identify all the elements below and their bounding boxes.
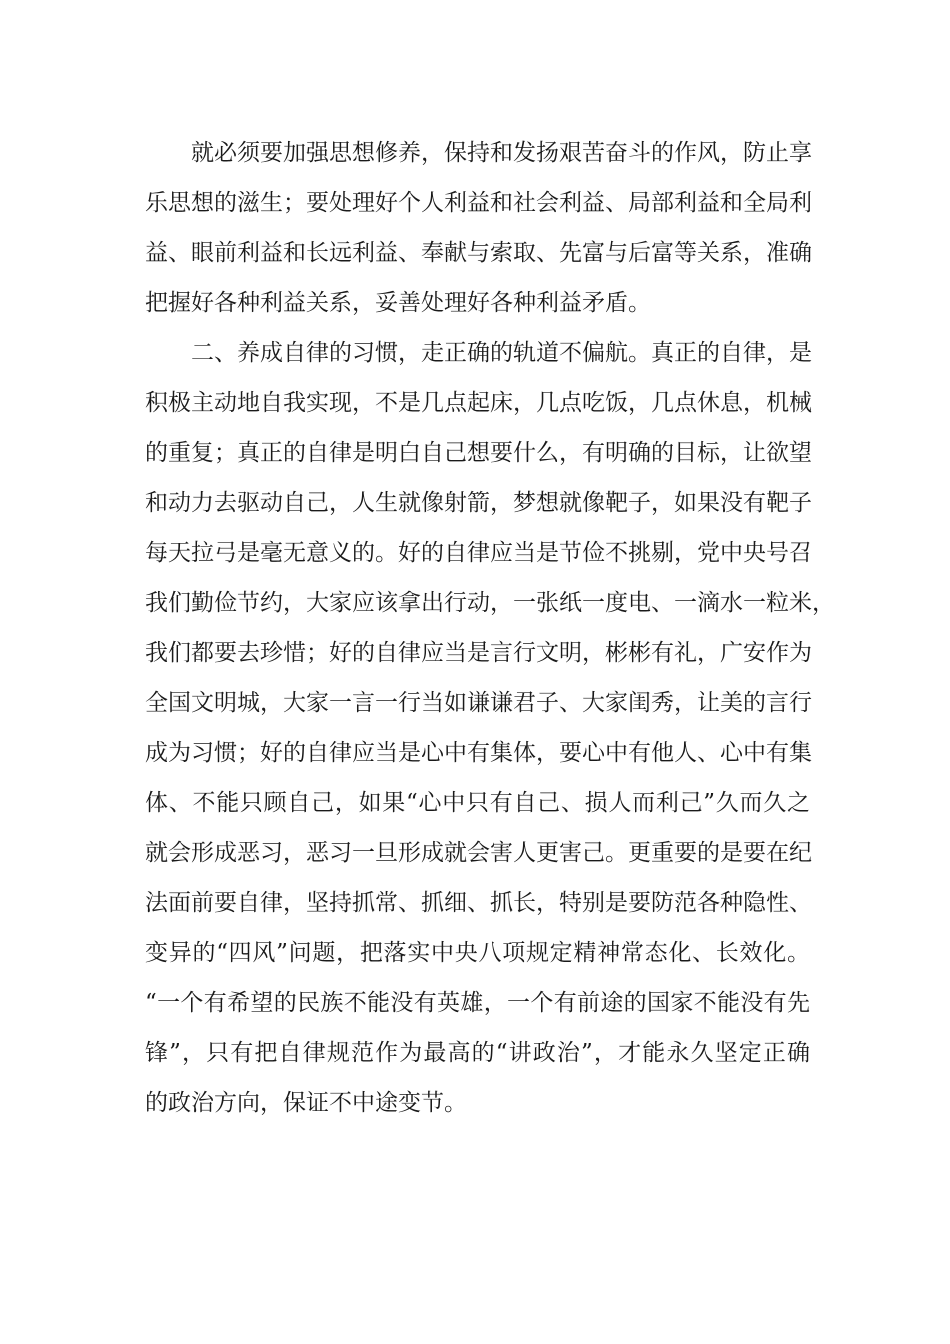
text-line: 二、养成自律的习惯，走正确的轨道不偏航。真正的自律，是 (191, 340, 812, 366)
text-line: 积极主动地自我实现，不是几点起床，几点吃饭，几点休息，机械 (145, 390, 812, 416)
text-line: 全国文明城，大家一言一行当如谦谦君子、大家闺秀，让美的言行 (145, 690, 812, 716)
text-line: “一个有希望的民族不能没有英雄，一个有前途的国家不能没有先 (145, 990, 810, 1016)
text-line: 每天拉弓是毫无意义的。好的自律应当是节俭不挑剔，党中央号召 (145, 540, 812, 566)
text-line: 就必须要加强思想修养，保持和发扬艰苦奋斗的作风，防止享 (191, 140, 812, 166)
body-text (145, 128, 835, 1128)
text-line: 我们都要去珍惜；好的自律应当是言行文明，彬彬有礼，广安作为 (145, 640, 812, 666)
text-line: 的政治方向，保证不中途变节。 (145, 1090, 467, 1116)
text-line: 成为习惯；好的自律应当是心中有集体，要心中有他人、心中有集 (145, 740, 812, 766)
text-line: 变异的“四风”问题，把落实中央八项规定精神常态化、长效化。 (145, 940, 810, 966)
text-line: 的重复；真正的自律是明白自己想要什么，有明确的目标，让欲望 (145, 440, 812, 466)
text-line: 就会形成恶习，恶习一旦形成就会害人更害己。更重要的是要在纪 (145, 840, 812, 866)
text-line: 体、不能只顾自己，如果“心中只有自己、损人而利己”久而久之 (145, 790, 810, 816)
text-line: 乐思想的滋生；要处理好个人利益和社会利益、局部利益和全局利 (145, 190, 812, 216)
text-line: 把握好各种利益关系，妥善处理好各种利益矛盾。 (145, 290, 651, 316)
text-line: 和动力去驱动自己，人生就像射箭，梦想就像靶子，如果没有靶子 (145, 490, 812, 516)
text-line: 锋”，只有把自律规范作为最高的“讲政治”，才能永久坚定正确 (145, 1040, 810, 1066)
text-line: 益、眼前利益和长远利益、奉献与索取、先富与后富等关系，准确 (145, 240, 812, 266)
text-line: 法面前要自律，坚持抓常、抓细、抓长，特别是要防范各种隐性、 (145, 890, 812, 916)
text-line: 我们勤俭节约，大家应该拿出行动，一张纸一度电、一滴水一粒米， (145, 590, 835, 616)
